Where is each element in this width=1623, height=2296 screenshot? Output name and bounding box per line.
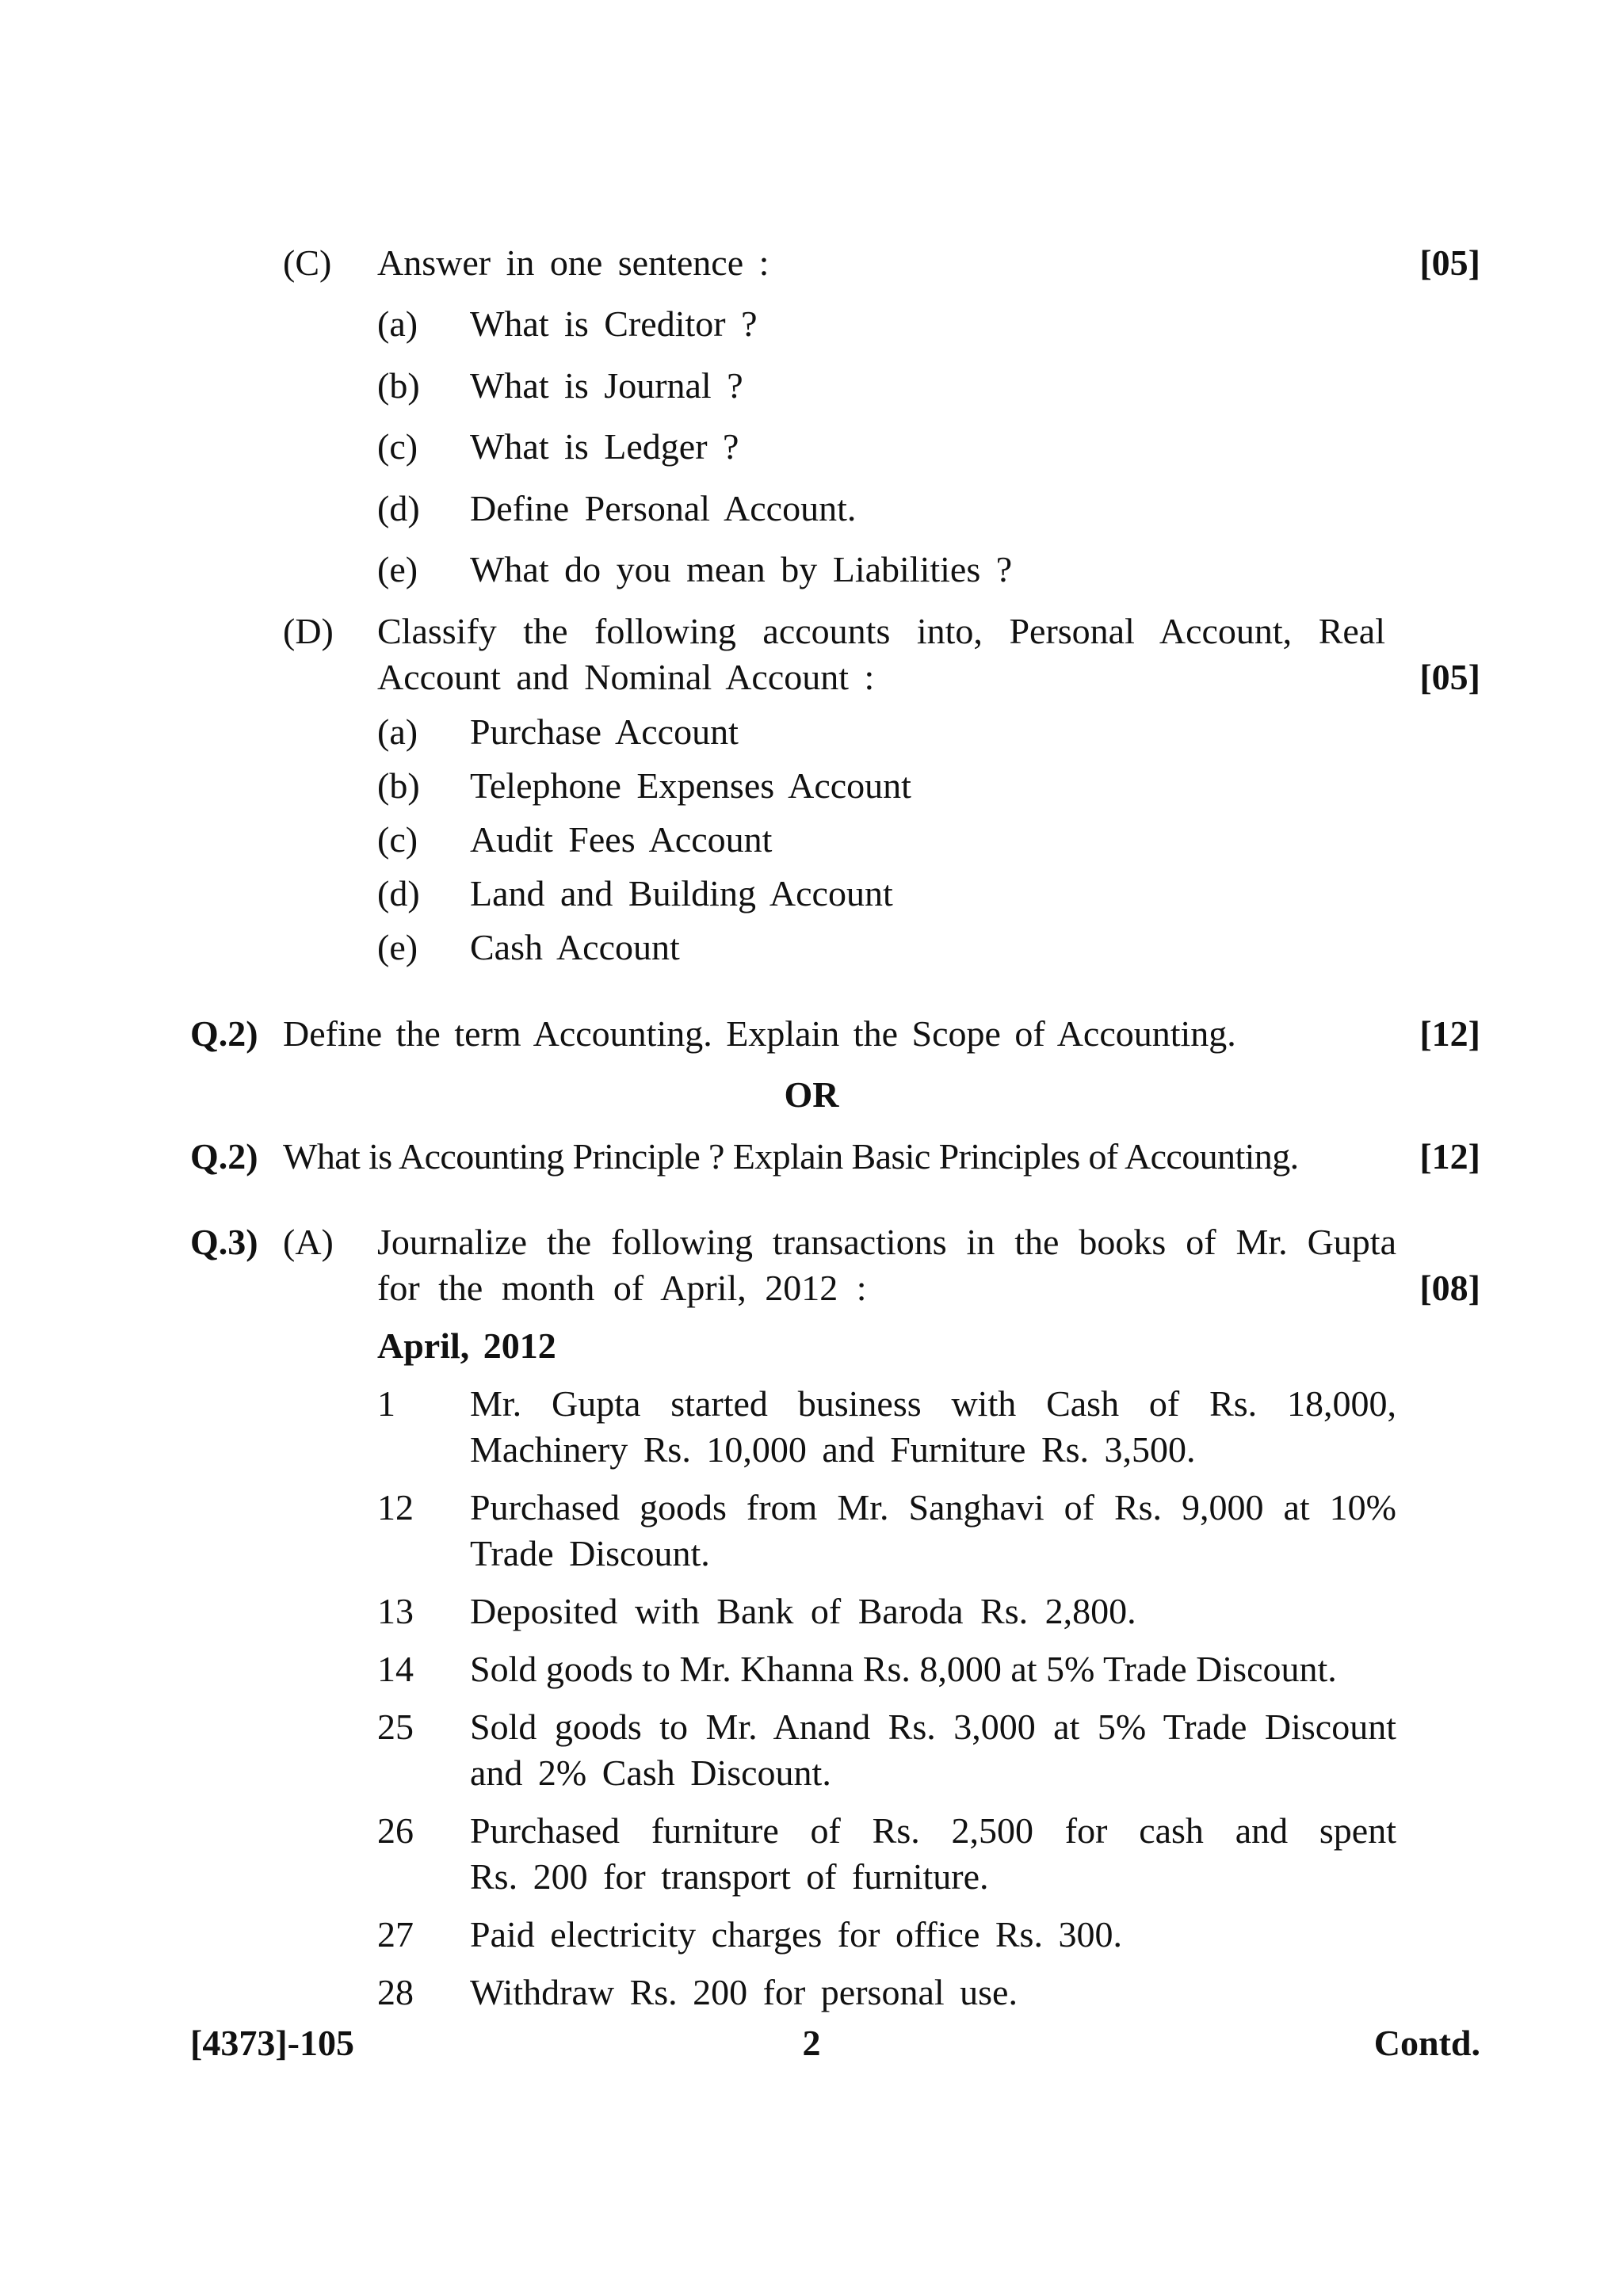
q1d-item-e-label: (e)	[377, 927, 418, 967]
txn-13-line1: Deposited with Bank of Baroda Rs. 2,800.	[470, 1591, 1136, 1631]
q2b-marks: [12]	[1419, 1136, 1480, 1177]
q1c-item-b-text: What is Journal ?	[470, 365, 743, 406]
q1c-marks: [05]	[1419, 242, 1480, 283]
q2a-label: Q.2)	[190, 1013, 258, 1054]
q1d-item-c-label: (c)	[377, 819, 418, 860]
txn-27-day: 27	[377, 1914, 414, 1955]
txn-14-day: 14	[377, 1649, 414, 1689]
q1d-item-e-text: Cash Account	[470, 927, 680, 967]
q1c-item-a-text: What is Creditor ?	[470, 303, 758, 344]
q1c-item-e-text: What do you mean by Liabilities ?	[470, 549, 1013, 589]
q1d-question-line2: Account and Nominal Account :	[377, 657, 875, 697]
q1c-item-e-label: (e)	[377, 549, 418, 589]
txn-26-line2: Rs. 200 for transport of furniture.	[470, 1856, 989, 1897]
q1d-item-d-label: (d)	[377, 873, 420, 913]
q1d-label: (D)	[283, 611, 334, 651]
q1d-item-d-text: Land and Building Account	[470, 873, 893, 913]
txn-25-line2: and 2% Cash Discount.	[470, 1753, 831, 1793]
q1c-item-d-label: (d)	[377, 488, 420, 528]
q1d-item-a-text: Purchase Account	[470, 711, 739, 752]
q1c-item-c-label: (c)	[377, 426, 418, 467]
q1c-item-d-text: Define Personal Account.	[470, 488, 857, 528]
txn-12-line1: Purchased goods from Mr. Sanghavi of Rs. 9,000 at 10%	[470, 1487, 1396, 1527]
q2a-question: Define the term Accounting. Explain the Scope of Accounting.	[283, 1013, 1236, 1054]
q1d-item-b-text: Telephone Expenses Account	[470, 765, 911, 806]
txn-12-line2: Trade Discount.	[470, 1533, 710, 1573]
q1c-label: (C)	[283, 242, 332, 283]
footer-contd: Contd.	[1373, 2023, 1480, 2063]
q1d-item-b-label: (b)	[377, 765, 420, 806]
txn-26-day: 26	[377, 1810, 414, 1851]
txn-1-line2: Machinery Rs. 10,000 and Furniture Rs. 3,500.	[470, 1429, 1196, 1470]
txn-28-line1: Withdraw Rs. 200 for personal use.	[470, 1972, 1018, 2012]
or-separator: OR	[784, 1074, 839, 1115]
q2b-question: What is Accounting Principle ? Explain Basic Principles of Accounting.	[283, 1136, 1299, 1177]
txn-26-line1: Purchased furniture of Rs. 2,500 for cash and spent	[470, 1810, 1396, 1851]
q1d-question-line1: Classify the following accounts into, Personal Account, Real	[377, 611, 1385, 651]
txn-1-day: 1	[377, 1383, 395, 1424]
q2a-marks: [12]	[1419, 1013, 1480, 1054]
txn-25-day: 25	[377, 1707, 414, 1747]
q1d-item-c-text: Audit Fees Account	[470, 819, 773, 860]
q3-label: Q.3)	[190, 1222, 258, 1262]
txn-12-day: 12	[377, 1487, 414, 1527]
q1c-item-a-label: (a)	[377, 303, 418, 344]
q1c-item-c-text: What is Ledger ?	[470, 426, 739, 467]
txn-1-line1: Mr. Gupta started business with Cash of Rs. 18,000,	[470, 1383, 1396, 1424]
footer-page-number: 2	[802, 2023, 821, 2063]
txn-14-line1: Sold goods to Mr. Khanna Rs. 8,000 at 5% Trade Discount.	[470, 1649, 1337, 1689]
q3a-month-heading: April, 2012	[377, 1325, 556, 1366]
q3a-question-line1: Journalize the following transactions in the books of Mr. Gupta	[377, 1222, 1396, 1262]
q1c-question: Answer in one sentence :	[377, 242, 769, 283]
q3a-marks: [08]	[1419, 1268, 1480, 1308]
txn-28-day: 28	[377, 1972, 414, 2012]
txn-27-line1: Paid electricity charges for office Rs. 300.	[470, 1914, 1122, 1955]
q3a-sub-label: (A)	[283, 1222, 334, 1262]
q1d-marks: [05]	[1419, 657, 1480, 697]
q3a-question-line2: for the month of April, 2012 :	[377, 1268, 867, 1308]
q1d-item-a-label: (a)	[377, 711, 418, 752]
txn-13-day: 13	[377, 1591, 414, 1631]
q1c-item-b-label: (b)	[377, 365, 420, 406]
footer-paper-code: [4373]-105	[190, 2023, 354, 2063]
q2b-label: Q.2)	[190, 1136, 258, 1177]
txn-25-line1: Sold goods to Mr. Anand Rs. 3,000 at 5% Trade Discount	[470, 1707, 1396, 1747]
